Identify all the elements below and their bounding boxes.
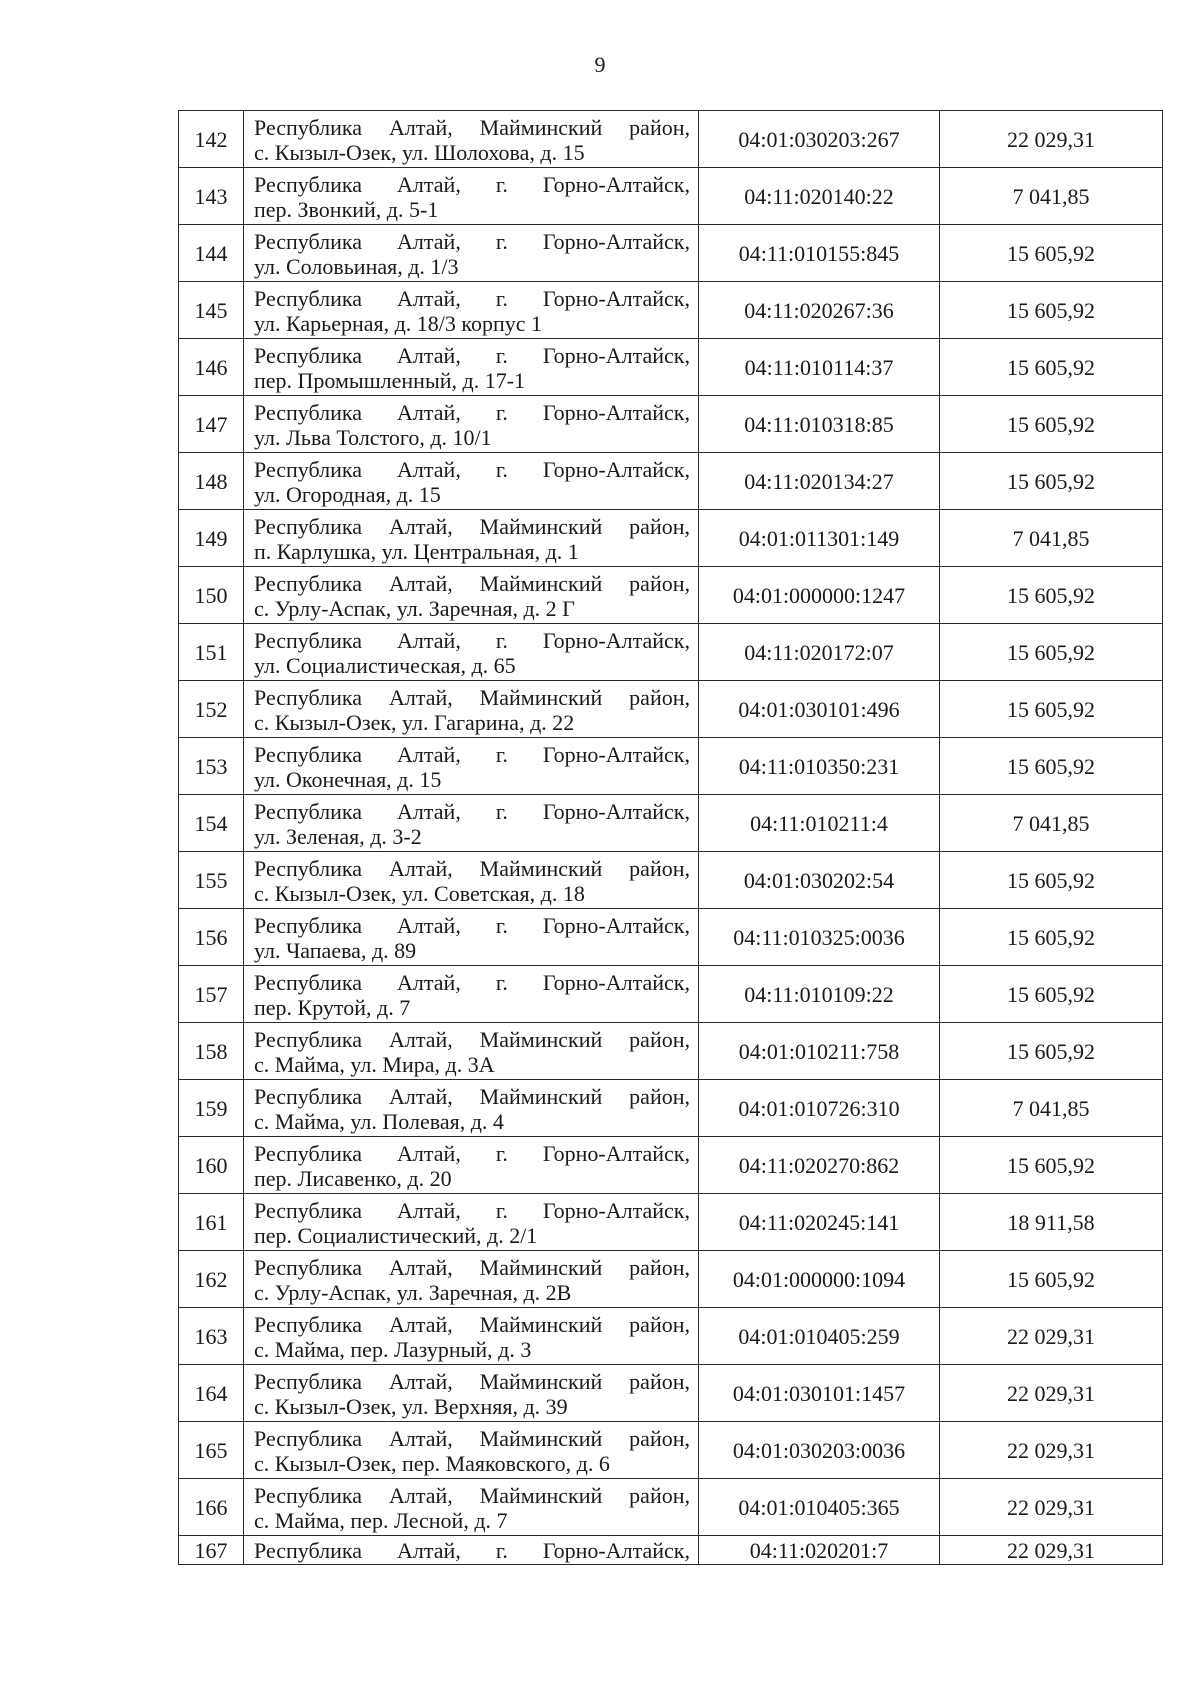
amount: 15 605,92 [940, 1251, 1163, 1308]
cadastral-number: 04:11:020270:862 [699, 1137, 940, 1194]
table-row [179, 852, 1163, 909]
address-cell [244, 795, 699, 852]
address-line-1: Республика Алтай, Майминский район, [254, 1254, 690, 1280]
address-line-2: с. Урлу-Аспак, ул. Заречная, д. 2 Г [254, 595, 575, 621]
table-row [179, 396, 1163, 453]
address-line-2: п. Карлушка, ул. Центральная, д. 1 [254, 538, 579, 564]
row-number: 146 [179, 339, 244, 396]
cadastral-number: 04:01:010405:259 [699, 1308, 940, 1365]
amount: 22 029,31 [940, 1536, 1163, 1565]
cadastral-number: 04:11:020134:27 [699, 453, 940, 510]
address-cell [244, 282, 699, 339]
amount: 22 029,31 [940, 1308, 1163, 1365]
address-cell [244, 396, 699, 453]
address-line-1: Республика Алтай, г. Горно-Алтайск, [254, 798, 690, 824]
row-number: 142 [179, 111, 244, 168]
table-row [179, 1365, 1163, 1422]
address-line-1: Республика Алтай, Майминский район, [254, 1482, 690, 1508]
amount: 15 605,92 [940, 339, 1163, 396]
cadastral-number: 04:11:020267:36 [699, 282, 940, 339]
cadastral-number: 04:01:000000:1247 [699, 567, 940, 624]
row-number: 166 [179, 1479, 244, 1536]
table-row [179, 1137, 1163, 1194]
cadastral-number: 04:11:020172:07 [699, 624, 940, 681]
cadastral-number: 04:11:010350:231 [699, 738, 940, 795]
address-line-1: Республика Алтай, Майминский район, [254, 1425, 690, 1451]
address-line-2: пер. Промышленный, д. 17-1 [254, 367, 526, 393]
address-line-1: Республика Алтай, Майминский район, [254, 570, 690, 596]
row-number: 143 [179, 168, 244, 225]
row-number: 164 [179, 1365, 244, 1422]
row-number: 148 [179, 453, 244, 510]
address-cell [244, 966, 699, 1023]
table-row [179, 510, 1163, 567]
address-line-2: с. Кызыл-Озек, ул. Шолохова, д. 15 [254, 139, 585, 165]
table-row [179, 681, 1163, 738]
address-line-2: ул. Льва Толстого, д. 10/1 [254, 424, 492, 450]
address-line-2: ул. Огородная, д. 15 [254, 481, 441, 507]
table-row [179, 624, 1163, 681]
address-line-1: Республика Алтай, г. Горно-Алтайск, [254, 228, 690, 254]
address-cell [244, 453, 699, 510]
address-line-1: Республика Алтай, г. Горно-Алтайск, [254, 285, 690, 311]
table-row [179, 453, 1163, 510]
cadastral-number: 04:11:010325:0036 [699, 909, 940, 966]
address-line-2: пер. Звонкий, д. 5-1 [254, 196, 439, 222]
cadastral-number: 04:01:000000:1094 [699, 1251, 940, 1308]
address-cell [244, 909, 699, 966]
property-table [178, 110, 1163, 1565]
row-number: 152 [179, 681, 244, 738]
address-line-2: с. Майма, пер. Лазурный, д. 3 [254, 1336, 532, 1362]
address-line-1: Республика Алтай, г. Горно-Алтайск, [254, 342, 690, 368]
row-number: 158 [179, 1023, 244, 1080]
amount: 15 605,92 [940, 852, 1163, 909]
row-number: 157 [179, 966, 244, 1023]
table-row [179, 738, 1163, 795]
address-cell [244, 1308, 699, 1365]
address-cell [244, 1194, 699, 1251]
amount: 18 911,58 [940, 1194, 1163, 1251]
address-line-1: Республика Алтай, Майминский район, [254, 855, 690, 881]
table-row [179, 795, 1163, 852]
address-cell [244, 339, 699, 396]
cadastral-number: 04:11:020245:141 [699, 1194, 940, 1251]
cadastral-number: 04:01:030101:1457 [699, 1365, 940, 1422]
address-line-2: с. Майма, ул. Полевая, д. 4 [254, 1108, 504, 1134]
cadastral-number: 04:11:020201:7 [699, 1536, 940, 1565]
row-number: 154 [179, 795, 244, 852]
address-cell [244, 510, 699, 567]
address-cell [244, 225, 699, 282]
address-line-2: ул. Чапаева, д. 89 [254, 937, 417, 963]
amount: 7 041,85 [940, 795, 1163, 852]
row-number: 149 [179, 510, 244, 567]
table-body [179, 111, 1163, 1565]
amount: 15 605,92 [940, 681, 1163, 738]
address-cell [244, 1422, 699, 1479]
row-number: 161 [179, 1194, 244, 1251]
address-line-1: Республика Алтай, г. Горно-Алтайск, [254, 399, 690, 425]
cadastral-number: 04:01:010211:758 [699, 1023, 940, 1080]
address-cell [244, 852, 699, 909]
row-number: 167 [179, 1536, 244, 1565]
address-line-1: Республика Алтай, г. Горно-Алтайск, [254, 627, 690, 653]
address-line-1: Республика Алтай, г. Горно-Алтайск, [254, 171, 690, 197]
cadastral-number: 04:11:010318:85 [699, 396, 940, 453]
address-line-2: с. Урлу-Аспак, ул. Заречная, д. 2В [254, 1279, 572, 1305]
amount: 15 605,92 [940, 1137, 1163, 1194]
row-number: 147 [179, 396, 244, 453]
address-line-1: Республика Алтай, г. Горно-Алтайск, [254, 1140, 690, 1166]
address-cell [244, 1251, 699, 1308]
amount: 22 029,31 [940, 111, 1163, 168]
row-number: 165 [179, 1422, 244, 1479]
table-row [179, 1251, 1163, 1308]
table-row [179, 1308, 1163, 1365]
address-line-2: пер. Лисавенко, д. 20 [254, 1165, 452, 1191]
amount: 15 605,92 [940, 453, 1163, 510]
cadastral-number: 04:11:020140:22 [699, 168, 940, 225]
row-number: 151 [179, 624, 244, 681]
cadastral-number: 04:01:010726:310 [699, 1080, 940, 1137]
cadastral-number: 04:11:010155:845 [699, 225, 940, 282]
amount: 22 029,31 [940, 1422, 1163, 1479]
address-line-1: Республика Алтай, Майминский район, [254, 114, 690, 140]
amount: 7 041,85 [940, 510, 1163, 567]
table-row [179, 225, 1163, 282]
amount: 7 041,85 [940, 168, 1163, 225]
row-number: 162 [179, 1251, 244, 1308]
table-row [179, 966, 1163, 1023]
address-cell [244, 111, 699, 168]
table-row [179, 567, 1163, 624]
row-number: 160 [179, 1137, 244, 1194]
address-line-1: Республика Алтай, г. Горно-Алтайск, [254, 456, 690, 482]
table-row [179, 1422, 1163, 1479]
address-cell [244, 738, 699, 795]
amount: 15 605,92 [940, 1023, 1163, 1080]
row-number: 163 [179, 1308, 244, 1365]
row-number: 153 [179, 738, 244, 795]
table-row [179, 1536, 1163, 1565]
address-line-1: Республика Алтай, г. Горно-Алтайск, [254, 969, 690, 995]
page-number: 9 [594, 52, 606, 77]
row-number: 144 [179, 225, 244, 282]
address-line-2: с. Кызыл-Озек, пер. Маяковского, д. 6 [254, 1450, 610, 1476]
amount: 22 029,31 [940, 1479, 1163, 1536]
table-row [179, 1080, 1163, 1137]
cadastral-number: 04:01:011301:149 [699, 510, 940, 567]
address-line-1: Республика Алтай, Майминский район, [254, 684, 690, 710]
table-row [179, 168, 1163, 225]
cadastral-number: 04:11:010114:37 [699, 339, 940, 396]
address-cell [244, 567, 699, 624]
address-cell [244, 1137, 699, 1194]
cadastral-number: 04:01:030203:267 [699, 111, 940, 168]
address-line-2: с. Кызыл-Озек, ул. Советская, д. 18 [254, 880, 585, 906]
row-number: 150 [179, 567, 244, 624]
address-cell [244, 1479, 699, 1536]
table-row [179, 1194, 1163, 1251]
cadastral-number: 04:01:010405:365 [699, 1479, 940, 1536]
address-line-2: с. Кызыл-Озек, ул. Гагарина, д. 22 [254, 709, 575, 735]
address-cell [244, 624, 699, 681]
address-line-2: ул. Зеленая, д. 3-2 [254, 823, 422, 849]
cadastral-number: 04:01:030203:0036 [699, 1422, 940, 1479]
address-line-2: с. Майма, пер. Лесной, д. 7 [254, 1507, 508, 1533]
address-line-2: с. Майма, ул. Мира, д. 3А [254, 1051, 495, 1077]
address-line-1: Республика Алтай, Майминский район, [254, 1368, 690, 1394]
address-line-1: Республика Алтай, г. Горно-Алтайск, [254, 1538, 690, 1563]
cadastral-number: 04:11:010109:22 [699, 966, 940, 1023]
cadastral-number: 04:01:030101:496 [699, 681, 940, 738]
row-number: 159 [179, 1080, 244, 1137]
amount: 15 605,92 [940, 282, 1163, 339]
cadastral-number: 04:11:010211:4 [699, 795, 940, 852]
address-line-1: Республика Алтай, Майминский район, [254, 1311, 690, 1337]
address-line-2: ул. Соловьиная, д. 1/3 [254, 253, 459, 279]
table-row [179, 1479, 1163, 1536]
address-line-1: Республика Алтай, г. Горно-Алтайск, [254, 912, 690, 938]
cadastral-number: 04:01:030202:54 [699, 852, 940, 909]
address-cell [244, 1365, 699, 1422]
table-row [179, 339, 1163, 396]
amount: 22 029,31 [940, 1365, 1163, 1422]
amount: 7 041,85 [940, 1080, 1163, 1137]
address-line-2: с. Кызыл-Озек, ул. Верхняя, д. 39 [254, 1393, 568, 1419]
amount: 15 605,92 [940, 624, 1163, 681]
address-line-1: Республика Алтай, г. Горно-Алтайск, [254, 741, 690, 767]
address-line-1: Республика Алтай, Майминский район, [254, 513, 690, 539]
address-line-2: пер. Социалистический, д. 2/1 [254, 1222, 538, 1248]
table-row [179, 282, 1163, 339]
address-line-2: ул. Оконечная, д. 15 [254, 766, 442, 792]
address-cell [244, 1536, 699, 1565]
table-row [179, 909, 1163, 966]
amount: 15 605,92 [940, 738, 1163, 795]
table-row [179, 1023, 1163, 1080]
amount: 15 605,92 [940, 966, 1163, 1023]
row-number: 145 [179, 282, 244, 339]
address-line-1: Республика Алтай, Майминский район, [254, 1026, 690, 1052]
amount: 15 605,92 [940, 567, 1163, 624]
address-cell [244, 1023, 699, 1080]
address-cell [244, 1080, 699, 1137]
table-row [179, 111, 1163, 168]
address-line-1: Республика Алтай, Майминский район, [254, 1083, 690, 1109]
amount: 15 605,92 [940, 225, 1163, 282]
row-number: 156 [179, 909, 244, 966]
address-cell [244, 681, 699, 738]
address-line-2: пер. Крутой, д. 7 [254, 994, 411, 1020]
address-cell [244, 168, 699, 225]
address-line-1: Республика Алтай, г. Горно-Алтайск, [254, 1197, 690, 1223]
address-line-2: ул. Карьерная, д. 18/3 корпус 1 [254, 310, 543, 336]
row-number: 155 [179, 852, 244, 909]
amount: 15 605,92 [940, 909, 1163, 966]
amount: 15 605,92 [940, 396, 1163, 453]
address-line-2: ул. Социалистическая, д. 65 [254, 652, 516, 678]
